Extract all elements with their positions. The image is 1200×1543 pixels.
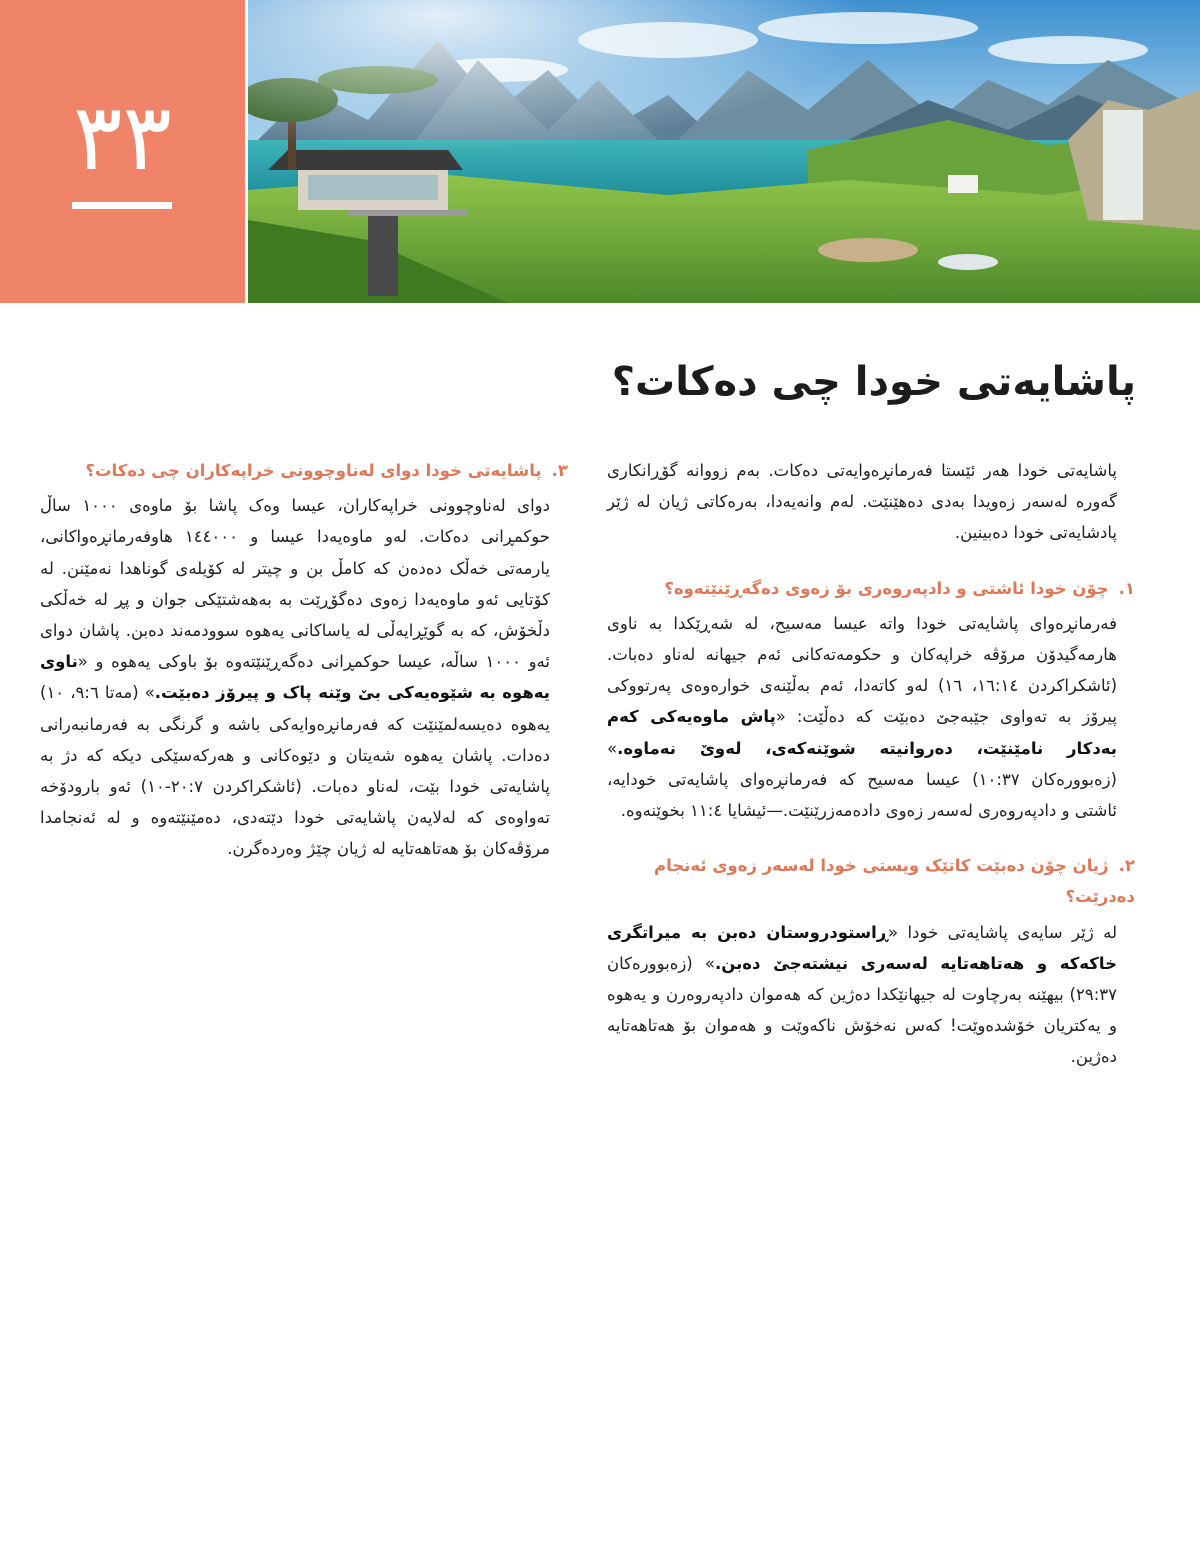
question-text: ژیان چۆن دەبێت کاتێک ویستی خودا لەسەر زەوی ئەنجام دەدرێت؟	[654, 856, 1135, 907]
intro-paragraph: پاشایەتی خودا هەر ئێستا فەرمانڕەوایەتی دەکات. بەم زووانە گۆڕانکاری گەورە لەسەر زەویدا بەدی دەهێنێت. لەم وانەیەدا، بەرەکاتی ژیان لە ژێر پادشایەتی خودا دەبینین.	[607, 461, 1117, 543]
number-underline	[72, 202, 172, 209]
answer-text: دوای لەناوچوونی خراپەکاران، عیسا وەک پاشا بۆ ماوەی ١٠٠٠ ساڵ حوکمڕانی دەکات. لەو ماوەیەدا عیسا و ١٤٤٠٠٠ هاوفەرمانڕەواکانی، یارمەتی خەڵک دەدەن کە کامڵ بن و چیتر لە کۆیلەی گوناهدا نەمێنن. لە کۆتایی ئەو ماوەیەدا زەوی دەگۆڕێت بە بەهەشتێکی جوان و پڕ لە خەڵکی دڵخۆش، کە بە گوێڕایەڵی لە یاساکانی یەهوە سوودمەند دەبن. پاشان دوای ئەو ١٠٠٠ ساڵە، عیسا حوکمڕانی دەگەڕێنێتەوە بۆ باوکی یەهوە و «	[40, 496, 550, 672]
left-column	[40, 455, 568, 865]
question-number: ١.	[1118, 578, 1135, 598]
lesson-number: ٣٣	[73, 84, 172, 191]
right-column	[607, 455, 1135, 1073]
landscape-illustration	[248, 0, 1200, 303]
question-text: چۆن خودا ئاشتی و دادپەروەری بۆ زەوی دەگەڕێنێتەوە؟	[664, 578, 1109, 598]
scripture-quote: پاش ماوەیەکی کەم بەدکار نامێنێت، دەروانیتە شوێنەکەی، لەوێ نەماوە.	[607, 707, 1117, 758]
answer-text: » (مەتا ٩:٦، ١٠) یەهوە دەیسەلمێنێت کە فەرمانڕەوایەکی باشە و گرنگی بە فەرمانبەرانی دەدات. پاشان یەهوە شەیتان و دێوەکانی و هەرکەسێکی دیکە کە دژ بە پاشایەتی خودا بێت، لەناو دەبات. (ئاشکراکردن ٢٠:٧-١٠) ئەو بارودۆخە تەواوەی کە لەلایەن پاشایەتی خودا دێتەدی، دەمێنێتەوە و لە ئەنجامدا مرۆڤەکان بۆ هەتاهەتایە لە ژیان چێژ وەردەگرن.	[40, 683, 550, 859]
scripture-quote: ڕاستودروستان دەبن بە میراتگری خاکەکە و هەتاهەتایە لەسەری نیشتەجێ دەبن.	[607, 922, 1117, 973]
question-2-heading	[607, 850, 1135, 912]
question-1-heading	[607, 573, 1135, 604]
question-number: ٢.	[1118, 856, 1135, 876]
page-title: پاشایەتی خودا چی دەکات؟	[611, 359, 1136, 405]
question-2-answer	[607, 917, 1135, 1073]
answer-text: لە ژێر سایەی پاشایەتی خودا «	[888, 922, 1117, 942]
lesson-number-badge	[0, 0, 245, 303]
answer-text: » (زەبوورەکان ٢٩:٣٧) بیهێنە بەرچاوت لە جیهانێکدا دەژین کە هەموان دادپەروەرن و یەهوە و یەکتریان خۆشدەوێت! کەس نەخۆش ناکەوێت و هەموان بۆ هەتاهەتایە دەژین.	[607, 953, 1117, 1067]
scripture-quote: ناوی یەهوە بە شێوەیەکی بێ وێنە پاک و پیرۆز دەبێت.	[40, 652, 550, 703]
question-number: ٣.	[551, 461, 568, 480]
question-3-answer	[40, 490, 568, 864]
question-text: پاشایەتی خودا دوای لەناوچوونی خراپەکاران چی دەکات؟	[85, 461, 542, 480]
question-1-answer	[607, 608, 1135, 826]
answer-text: فەرمانڕەوای پاشایەتی خودا واتە عیسا مەسیح، لە شەڕێکدا بە ناوی هارمەگیدۆن مرۆڤە خراپەکان و حکومەتەکانی ئەم جیهانە لەناو دەبات. (ئاشکراکردن ١٦:١٤، ١٦) لەو کاتەدا، ئەم بەڵێنەی خوارەوەی پەرتووکی پیرۆز بە تەواوی جێبەجێ دەبێت کە دەڵێت: «	[607, 613, 1118, 727]
hero-landscape-image	[248, 0, 1200, 303]
answer-text: » (زەبوورەکان ١٠:٣٧) عیسا مەسیح کە فەرمانڕەوای پاشایەتی خودایە، ئاشتی و دادپەروەری لەسەر زەوی دادەمەزرێنێت.—ئیشایا ١١:٤ بخوێنەوە.	[607, 738, 1117, 821]
question-3-heading	[40, 455, 568, 486]
